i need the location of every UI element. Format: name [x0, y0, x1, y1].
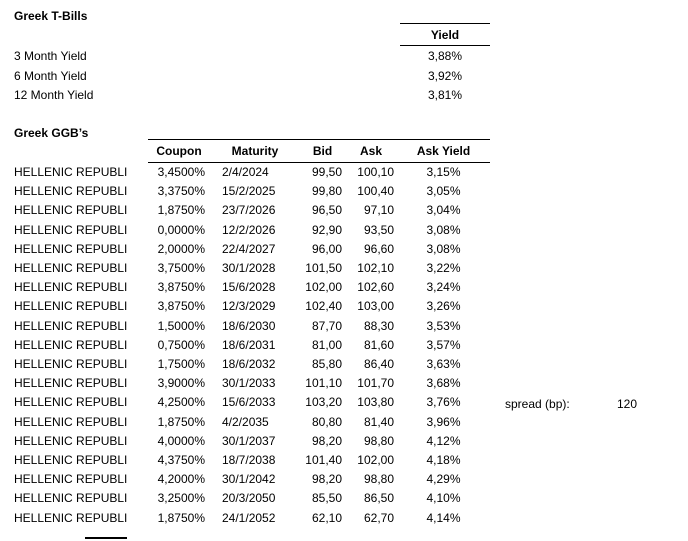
ggb-cell-name: HELLENIC REPUBLI: [14, 184, 128, 199]
ggb-cell-ask-yield: 4,12%: [426, 433, 461, 448]
ggb-cell-name: HELLENIC REPUBLI: [14, 165, 128, 179]
ggb-cell-bid: 92,90: [311, 222, 342, 237]
ggb-cell-name: HELLENIC REPUBLI: [14, 414, 128, 429]
ggb-row: [14, 259, 490, 278]
tbill-row: [0, 47, 688, 67]
ggb-cell-bid: 101,50: [305, 261, 342, 276]
ggb-title: Greek GGB’s: [14, 126, 89, 140]
ggb-header-row: [14, 139, 490, 163]
ggb-row: [14, 201, 490, 220]
tbill-label: 3 Month Yield: [14, 49, 87, 63]
ggb-cell-ask: 81,40: [363, 414, 394, 429]
ggb-cell-name: HELLENIC REPUBLI: [14, 510, 128, 525]
ggb-cell-name: HELLENIC REPUBLI: [14, 318, 128, 333]
ggb-cell-bid: 87,70: [311, 318, 342, 333]
ggb-cell-ask-yield: 4,29%: [426, 472, 461, 487]
tbill-yield-value: 3,81%: [427, 88, 463, 102]
ggb-cell-maturity: 4/2/2035: [222, 414, 269, 429]
ggb-cell-bid: 81,00: [311, 337, 342, 352]
ggb-row: [14, 374, 490, 393]
ggb-cell-maturity: 18/6/2030: [222, 318, 276, 333]
ggb-row: [14, 163, 490, 182]
ggb-cell-ask-yield: 3,05%: [426, 184, 461, 199]
ggb-cell-ask: 100,40: [357, 184, 394, 199]
ggb-cell-bid: 80,80: [311, 414, 342, 429]
ggb-cell-bid: 85,80: [311, 357, 342, 372]
ggb-cell-name: HELLENIC REPUBLI: [14, 472, 128, 487]
ggb-row: [14, 355, 490, 374]
ggb-row: [14, 336, 490, 355]
ggb-row: [14, 451, 490, 470]
ggb-cell-maturity: 15/6/2028: [222, 280, 276, 295]
ggb-cell-coupon: 4,2000%: [157, 472, 205, 487]
ggb-cell-coupon: 4,3750%: [157, 453, 205, 468]
ggb-row: [14, 509, 490, 528]
ggb-cell-bid: 103,20: [305, 395, 342, 410]
ggb-cell-bid: 99,50: [311, 165, 342, 179]
ggb-cell-coupon: 1,7500%: [157, 357, 205, 372]
ggb-cell-name: HELLENIC REPUBLI: [14, 337, 128, 352]
ggb-cell-name: HELLENIC REPUBLI: [14, 222, 128, 237]
ggb-cell-coupon: 4,2500%: [157, 395, 205, 410]
ggb-cell-bid: 85,50: [311, 491, 342, 506]
ggb-cell-name: HELLENIC REPUBLI: [14, 453, 128, 468]
ggb-cell-maturity: 18/6/2032: [222, 357, 276, 372]
ggb-cell-bid: 98,20: [311, 433, 342, 448]
tbills-yield-header: Yield: [400, 23, 490, 46]
ggb-cell-coupon: 4,0000%: [157, 433, 205, 448]
ggb-cell-ask-yield: 3,76%: [426, 395, 461, 410]
ggb-cell-maturity: 20/3/2050: [222, 491, 276, 506]
ggb-cell-coupon: 0,7500%: [157, 337, 205, 352]
ggb-row: [14, 413, 490, 432]
ggb-header-ask: Ask: [345, 139, 397, 163]
tbill-label: 6 Month Yield: [14, 68, 87, 83]
ggb-cell-bid: 101,40: [305, 453, 342, 468]
ggb-cell-ask: 98,80: [363, 433, 394, 448]
ggb-cell-maturity: 30/1/2042: [222, 472, 276, 487]
ggb-cell-ask: 97,10: [363, 203, 394, 218]
ggb-cell-ask-yield: 3,57%: [426, 337, 461, 352]
tbill-label: 12 Month Yield: [14, 88, 94, 102]
ggb-row: [14, 489, 490, 508]
ggb-cell-ask-yield: 3,08%: [426, 241, 461, 256]
ggb-cell-ask-yield: 3,08%: [426, 222, 461, 237]
ggb-row: [14, 240, 490, 259]
ggb-cell-ask-yield: 3,04%: [426, 203, 461, 218]
ggb-cell-ask: 102,00: [357, 453, 394, 468]
ggb-cell-bid: 62,10: [311, 510, 342, 525]
ggb-rows: [14, 163, 490, 528]
ggb-cell-name: HELLENIC REPUBLI: [14, 433, 128, 448]
ggb-cell-ask-yield: 4,14%: [426, 510, 461, 525]
tbills-title: Greek T-Bills: [14, 9, 88, 23]
ggb-cell-coupon: 1,5000%: [157, 318, 205, 333]
ggb-cell-coupon: 3,2500%: [157, 491, 205, 506]
ggb-cell-maturity: 18/6/2031: [222, 337, 276, 352]
ggb-cell-name: HELLENIC REPUBLI: [14, 357, 128, 372]
ggb-cell-ask: 86,50: [363, 491, 394, 506]
ggb-cell-maturity: 12/2/2026: [222, 222, 276, 237]
ggb-cell-bid: 101,10: [305, 376, 342, 391]
ggb-row: [14, 297, 490, 316]
ggb-cell-maturity: 24/1/2052: [222, 510, 276, 525]
ggb-cell-ask: 88,30: [363, 318, 394, 333]
ggb-cell-coupon: 3,8750%: [157, 280, 205, 295]
tbill-yield-value: 3,88%: [427, 49, 463, 63]
ggb-cell-name: HELLENIC REPUBLI: [14, 376, 128, 391]
ggb-cell-maturity: 18/7/2038: [222, 453, 276, 468]
ggb-cell-ask-yield: 4,18%: [426, 453, 461, 468]
ggb-cell-coupon: 3,8750%: [157, 299, 205, 314]
ggb-row: [14, 470, 490, 489]
ggb-cell-ask-yield: 3,15%: [426, 165, 461, 179]
spread-label: spread (bp):: [505, 397, 570, 411]
ggb-cell-maturity: 23/7/2026: [222, 203, 276, 218]
ggb-cell-bid: 96,00: [311, 241, 342, 256]
ggb-cell-ask-yield: 3,26%: [426, 299, 461, 314]
ggb-cell-ask-yield: 3,63%: [426, 357, 461, 372]
spread-value: 120: [616, 397, 637, 411]
ggb-cell-ask: 96,60: [363, 241, 394, 256]
ggb-header-name: [14, 139, 148, 163]
ggb-cell-ask: 103,00: [357, 299, 394, 314]
ggb-header-bid: Bid: [300, 139, 345, 163]
ggb-cell-ask-yield: 4,10%: [426, 491, 461, 506]
ggb-cell-ask: 102,10: [357, 261, 394, 276]
ggb-cell-ask-yield: 3,68%: [426, 376, 461, 391]
ggb-cell-coupon: 0,0000%: [157, 222, 205, 237]
ggb-cell-name: HELLENIC REPUBLI: [14, 491, 128, 506]
ggb-cell-ask-yield: 3,96%: [426, 414, 461, 429]
ggb-cell-maturity: 30/1/2028: [222, 261, 276, 276]
ggb-cell-ask: 101,70: [357, 376, 394, 391]
ggb-cell-ask: 103,80: [357, 395, 394, 410]
ggb-cell-coupon: 2,0000%: [157, 241, 205, 256]
ggb-cell-name: HELLENIC REPUBLI: [14, 261, 128, 276]
ggb-cell-bid: 102,00: [305, 280, 342, 295]
ggb-row: [14, 182, 490, 201]
ggb-cell-maturity: 15/2/2025: [222, 184, 276, 199]
ggb-cell-name: HELLENIC REPUBLI: [14, 395, 128, 410]
ggb-cell-coupon: 1,8750%: [157, 510, 205, 525]
ggb-row: [14, 432, 490, 451]
ggb-cell-name: HELLENIC REPUBLI: [14, 280, 128, 295]
ggb-row: [14, 278, 490, 297]
ggb-cell-coupon: 1,8750%: [157, 203, 205, 218]
ggb-cell-maturity: 12/3/2029: [222, 299, 276, 314]
ggb-cell-ask: 93,50: [363, 222, 394, 237]
ggb-cell-maturity: 30/1/2037: [222, 433, 276, 448]
ggb-cell-ask: 100,10: [357, 165, 394, 179]
tbill-yield-value: 3,92%: [427, 68, 463, 83]
ggb-row: [14, 393, 490, 412]
ggb-cell-ask: 81,60: [363, 337, 394, 352]
ggb-cell-bid: 99,80: [311, 184, 342, 199]
ggb-cell-ask: 86,40: [363, 357, 394, 372]
ggb-cell-bid: 98,20: [311, 472, 342, 487]
ggb-row: [14, 221, 490, 240]
ggb-cell-maturity: 30/1/2033: [222, 376, 276, 391]
ggb-cell-ask-yield: 3,22%: [426, 261, 461, 276]
ggb-cell-ask: 98,80: [363, 472, 394, 487]
ggb-cell-coupon: 3,3750%: [157, 184, 205, 199]
ggb-header-ask-yield: Ask Yield: [397, 139, 490, 163]
ggb-cell-name: HELLENIC REPUBLI: [14, 299, 128, 314]
ggb-cell-maturity: 15/6/2033: [222, 395, 276, 410]
ggb-cell-name: HELLENIC REPUBLI: [14, 203, 128, 218]
ggb-cell-ask-yield: 3,53%: [426, 318, 461, 333]
ggb-cell-coupon: 1,8750%: [157, 414, 205, 429]
ggb-header-coupon: Coupon: [148, 139, 210, 163]
ggb-cell-maturity: 22/4/2027: [222, 241, 276, 256]
tbill-row: [0, 67, 688, 87]
ggb-cell-coupon: 3,7500%: [157, 261, 205, 276]
ggb-cell-coupon: 3,9000%: [157, 376, 205, 391]
partial-table-border: [85, 537, 127, 539]
ggb-row: [14, 317, 490, 336]
ggb-cell-ask-yield: 3,24%: [426, 280, 461, 295]
ggb-cell-ask: 102,60: [357, 280, 394, 295]
ggb-cell-name: HELLENIC REPUBLI: [14, 241, 128, 256]
ggb-table: [14, 139, 490, 528]
ggb-cell-ask: 62,70: [363, 510, 394, 525]
ggb-cell-bid: 96,50: [311, 203, 342, 218]
ggb-cell-maturity: 2/4/2024: [222, 165, 269, 179]
ggb-cell-bid: 102,40: [305, 299, 342, 314]
ggb-header-maturity: Maturity: [210, 139, 300, 163]
ggb-cell-coupon: 3,4500%: [157, 165, 205, 179]
tbill-row: [0, 86, 688, 106]
